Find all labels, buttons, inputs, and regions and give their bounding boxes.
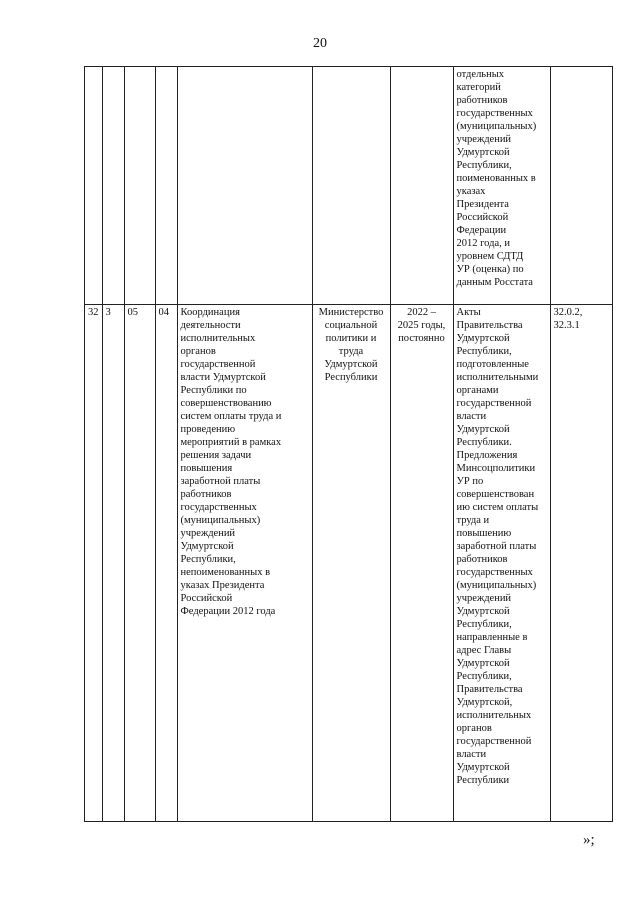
cell-subprogram: 05 xyxy=(124,305,155,822)
cell-period: 2022 – 2025 годы, постоянно xyxy=(390,305,453,822)
cell-indicator-link xyxy=(550,67,612,305)
cell-expected-result: Акты Правительства Удмуртской Республики, подготовленные исполнительными органами государственной власти Удмуртской Республики. Предложения Минсоцполитики УР по совершенствован ию систем оплаты труда и повышению заработной платы работников государственных (муниципальных) учреждений Удмуртской Республики, направленные в адрес Главы Удмуртской Республики, Правительства Удмуртской, исполнительных органов государственной власти Удмуртской Республики xyxy=(453,305,550,822)
cell-subprogram xyxy=(124,67,155,305)
table-row xyxy=(85,67,613,305)
cell-executor: Министерство социальной политики и труда Удмуртской Республики xyxy=(312,305,390,822)
cell-row-number: 32 xyxy=(85,305,103,822)
cell-measure-name: Координация деятельности исполнительных органов государственной власти Удмуртской Республики по совершенствованию систем оплаты труда и проведению мероприятий в рамках решения задачи повышения заработной платы работников государственных (муниципальных) учреждений Удмуртской Республики, непоименованных в указах Президента Российской Федерации 2012 года xyxy=(177,305,312,822)
cell-program xyxy=(102,67,124,305)
cell-period xyxy=(390,67,453,305)
cell-executor xyxy=(312,67,390,305)
measures-table xyxy=(84,66,613,822)
table-row xyxy=(85,305,613,822)
cell-row-number xyxy=(85,67,103,305)
cell-program: 3 xyxy=(102,305,124,822)
cell-expected-result: отдельных категорий работников государственных (муниципальных) учреждений Удмуртской Республики, поименованных в указах Президента Российской Федерации 2012 года, и уровнем СДТД УР (оценка) по данным Росстата xyxy=(453,67,550,305)
cell-item: 04 xyxy=(155,305,177,822)
cell-indicator-link: 32.0.2, 32.3.1 xyxy=(550,305,612,822)
closing-quote: »; xyxy=(583,832,595,848)
cell-measure-name xyxy=(177,67,312,305)
page-number: 20 xyxy=(313,36,327,51)
cell-item xyxy=(155,67,177,305)
